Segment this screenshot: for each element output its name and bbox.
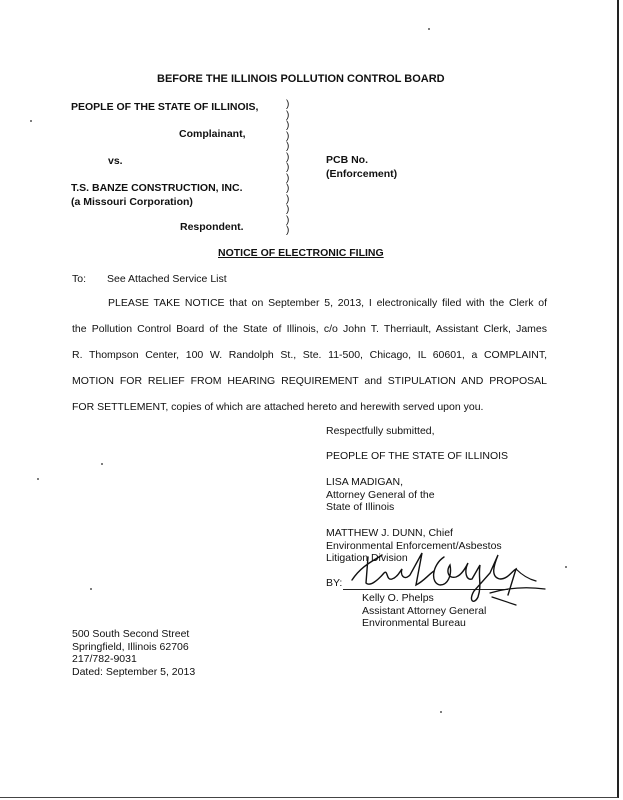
- case-type: (Enforcement): [326, 168, 398, 180]
- case-number-label: PCB No.: [326, 154, 368, 166]
- chief-name: MATTHEW J. DUNN, Chief: [326, 527, 453, 539]
- body-line: PLEASE TAKE NOTICE that on September 5, 2013, I electronically filed with the Clerk of: [108, 297, 547, 309]
- body-line: MOTION FOR RELIEF FROM HEARING REQUIREMENT and STIPULATION AND PROPOSAL: [72, 375, 547, 387]
- body-line: R. Thompson Center, 100 W. Randolph St., Ste. 11-500, Chicago, IL 60601, a COMPLAINT,: [72, 349, 547, 361]
- caption-parentheses: ) ) ) ) ) ) ) ) ) ) ) ) ): [286, 99, 290, 236]
- defendant-description: (a Missouri Corporation): [71, 196, 193, 208]
- address-block: [72, 628, 195, 678]
- plaintiff-role: Complainant,: [179, 128, 246, 140]
- body-line: the Pollution Control Board of the State of Illinois, c/o John T. Therriault, Assistant Clerk, James: [72, 323, 547, 335]
- chief-line-2: Litigation Division: [326, 552, 408, 564]
- versus-label: vs.: [108, 155, 123, 167]
- address-phone: 217/782-9031: [72, 653, 137, 665]
- by-label: BY:: [326, 577, 343, 589]
- defendant-role: Respondent.: [180, 221, 244, 233]
- ag-name: LISA MADIGAN,: [326, 476, 404, 488]
- document-heading: BEFORE THE ILLINOIS POLLUTION CONTROL BOARD: [157, 73, 445, 85]
- chief-line-1: Environmental Enforcement/Asbestos: [326, 539, 502, 552]
- date-line: Dated: September 5, 2013: [72, 665, 196, 678]
- scan-speck: [428, 28, 430, 30]
- scan-speck: [37, 478, 39, 480]
- signer-block: [362, 592, 486, 630]
- party-name: PEOPLE OF THE STATE OF ILLINOIS: [326, 450, 509, 462]
- attorney-general-block: [326, 476, 435, 514]
- plaintiff-name: PEOPLE OF THE STATE OF ILLINOIS,: [71, 101, 259, 113]
- scan-speck: [101, 463, 103, 465]
- closing-text: Respectfully submitted,: [326, 425, 435, 437]
- address-city: Springfield, Illinois 62706: [72, 640, 189, 653]
- body-line: FOR SETTLEMENT, copies of which are attached hereto and herewith served upon you.: [72, 401, 484, 413]
- to-label: To:: [72, 273, 87, 285]
- defendant-name: T.S. BANZE CONSTRUCTION, INC.: [71, 182, 243, 194]
- scan-speck: [30, 120, 32, 122]
- notice-body: [72, 290, 547, 420]
- scan-speck: [565, 566, 567, 568]
- ag-title-1: Attorney General of the: [326, 488, 435, 501]
- signer-name: Kelly O. Phelps: [362, 592, 434, 604]
- scan-speck: [90, 588, 92, 590]
- signer-title: Assistant Attorney General: [362, 604, 487, 617]
- to-value: See Attached Service List: [107, 273, 227, 285]
- signer-department: Environmental Bureau: [362, 617, 466, 629]
- address-street: 500 South Second Street: [72, 628, 190, 640]
- notice-title: NOTICE OF ELECTRONIC FILING: [218, 247, 384, 259]
- ag-title-2: State of Illinois: [326, 501, 395, 513]
- scan-speck: [440, 711, 442, 713]
